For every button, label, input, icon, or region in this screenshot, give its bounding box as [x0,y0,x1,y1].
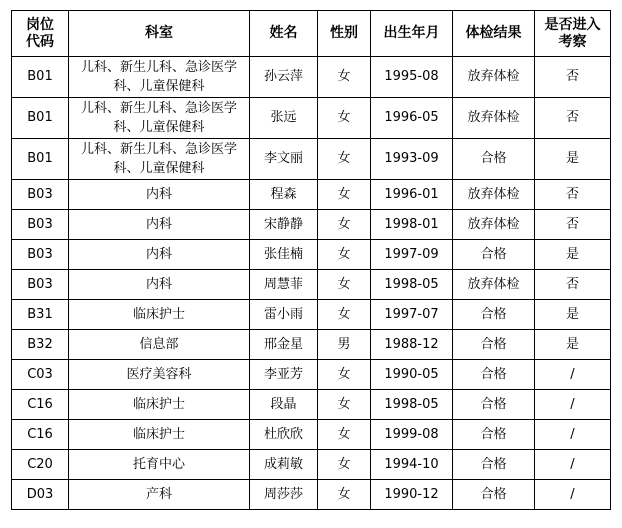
gender-cell: 女 [318,270,371,300]
header-row [12,11,611,57]
department-cell: 托育中心 [69,450,250,480]
enter-review-cell: / [535,480,611,510]
table-row [12,450,611,480]
name-cell: 李亚芳 [250,360,318,390]
header-name: 姓名 [250,11,318,57]
table-row [12,420,611,450]
enter-review-cell: 是 [535,300,611,330]
gender-cell: 女 [318,390,371,420]
table-row [12,210,611,240]
enter-review-cell: / [535,450,611,480]
birth-date-cell: 1990-12 [371,480,453,510]
enter-review-cell: 是 [535,240,611,270]
table-row [12,330,611,360]
table-row [12,360,611,390]
department-cell: 产科 [69,480,250,510]
department-cell: 医疗美容科 [69,360,250,390]
enter-review-cell: 否 [535,180,611,210]
name-cell: 张远 [250,98,318,139]
post-code-cell: B31 [12,300,69,330]
table-body [12,57,611,510]
post-code-cell: C16 [12,420,69,450]
exam-result-cell: 放弃体检 [453,210,535,240]
gender-cell: 女 [318,57,371,98]
table-row [12,180,611,210]
department-cell: 内科 [69,270,250,300]
header-department: 科室 [69,11,250,57]
enter-review-cell: / [535,420,611,450]
department-cell: 内科 [69,180,250,210]
name-cell: 孙云萍 [250,57,318,98]
gender-cell: 女 [318,420,371,450]
department-cell: 内科 [69,240,250,270]
exam-result-cell: 合格 [453,450,535,480]
enter-review-cell: 是 [535,139,611,180]
post-code-cell: B03 [12,210,69,240]
header-enter-review-line2: 考察 [558,33,587,50]
birth-date-cell: 1996-05 [371,98,453,139]
exam-result-cell: 放弃体检 [453,98,535,139]
post-code-cell: C16 [12,390,69,420]
gender-cell: 女 [318,360,371,390]
table-row [12,139,611,180]
exam-result-cell: 合格 [453,300,535,330]
header-enter-review-line1: 是否进入 [544,16,601,33]
header-birth-date: 出生年月 [371,11,453,57]
birth-date-cell: 1995-08 [371,57,453,98]
header-exam-result: 体检结果 [453,11,535,57]
exam-result-cell: 合格 [453,360,535,390]
exam-result-cell: 合格 [453,390,535,420]
name-cell: 杜欣欣 [250,420,318,450]
exam-result-cell: 合格 [453,480,535,510]
name-cell: 成莉敏 [250,450,318,480]
gender-cell: 女 [318,480,371,510]
post-code-cell: B03 [12,270,69,300]
table-row [12,390,611,420]
birth-date-cell: 1999-08 [371,420,453,450]
enter-review-cell: / [535,390,611,420]
gender-cell: 女 [318,180,371,210]
gender-cell: 女 [318,300,371,330]
exam-result-cell: 放弃体检 [453,270,535,300]
header-post-code-line2: 代码 [26,33,54,50]
name-cell: 周莎莎 [250,480,318,510]
gender-cell: 女 [318,210,371,240]
name-cell: 周慧菲 [250,270,318,300]
birth-date-cell: 1998-05 [371,270,453,300]
post-code-cell: B01 [12,57,69,98]
department-cell: 临床护士 [69,420,250,450]
department-cell: 临床护士 [69,390,250,420]
enter-review-cell: 否 [535,57,611,98]
birth-date-cell: 1997-09 [371,240,453,270]
table-row [12,270,611,300]
post-code-cell: B03 [12,180,69,210]
enter-review-cell: 否 [535,210,611,240]
name-cell: 张佳楠 [250,240,318,270]
post-code-cell: C03 [12,360,69,390]
post-code-cell: B01 [12,139,69,180]
table-row [12,480,611,510]
table-row [12,98,611,139]
post-code-cell: D03 [12,480,69,510]
gender-cell: 男 [318,330,371,360]
department-cell: 内科 [69,210,250,240]
enter-review-cell: 否 [535,270,611,300]
header-gender: 性别 [318,11,371,57]
name-cell: 雷小雨 [250,300,318,330]
exam-result-cell: 放弃体检 [453,180,535,210]
post-code-cell: B01 [12,98,69,139]
department-cell: 儿科、新生儿科、急诊医学科、儿童保健科 [69,57,250,98]
table-row [12,57,611,98]
name-cell: 段晶 [250,390,318,420]
exam-result-cell: 放弃体检 [453,57,535,98]
results-table [11,10,611,510]
enter-review-cell: / [535,360,611,390]
header-post-code [12,11,69,57]
department-cell: 儿科、新生儿科、急诊医学科、儿童保健科 [69,139,250,180]
birth-date-cell: 1993-09 [371,139,453,180]
birth-date-cell: 1997-07 [371,300,453,330]
gender-cell: 女 [318,240,371,270]
birth-date-cell: 1998-05 [371,390,453,420]
table-row [12,240,611,270]
name-cell: 程森 [250,180,318,210]
table-row [12,300,611,330]
header-enter-review [535,11,611,57]
enter-review-cell: 是 [535,330,611,360]
birth-date-cell: 1998-01 [371,210,453,240]
birth-date-cell: 1996-01 [371,180,453,210]
name-cell: 邢金星 [250,330,318,360]
birth-date-cell: 1994-10 [371,450,453,480]
exam-result-cell: 合格 [453,330,535,360]
department-cell: 儿科、新生儿科、急诊医学科、儿童保健科 [69,98,250,139]
birth-date-cell: 1990-05 [371,360,453,390]
post-code-cell: C20 [12,450,69,480]
gender-cell: 女 [318,139,371,180]
enter-review-cell: 否 [535,98,611,139]
name-cell: 李文丽 [250,139,318,180]
department-cell: 临床护士 [69,300,250,330]
gender-cell: 女 [318,98,371,139]
post-code-cell: B32 [12,330,69,360]
header-post-code-line1: 岗位 [26,16,54,33]
exam-result-cell: 合格 [453,240,535,270]
post-code-cell: B03 [12,240,69,270]
exam-result-cell: 合格 [453,420,535,450]
birth-date-cell: 1988-12 [371,330,453,360]
gender-cell: 女 [318,450,371,480]
department-cell: 信息部 [69,330,250,360]
exam-result-cell: 合格 [453,139,535,180]
name-cell: 宋静静 [250,210,318,240]
